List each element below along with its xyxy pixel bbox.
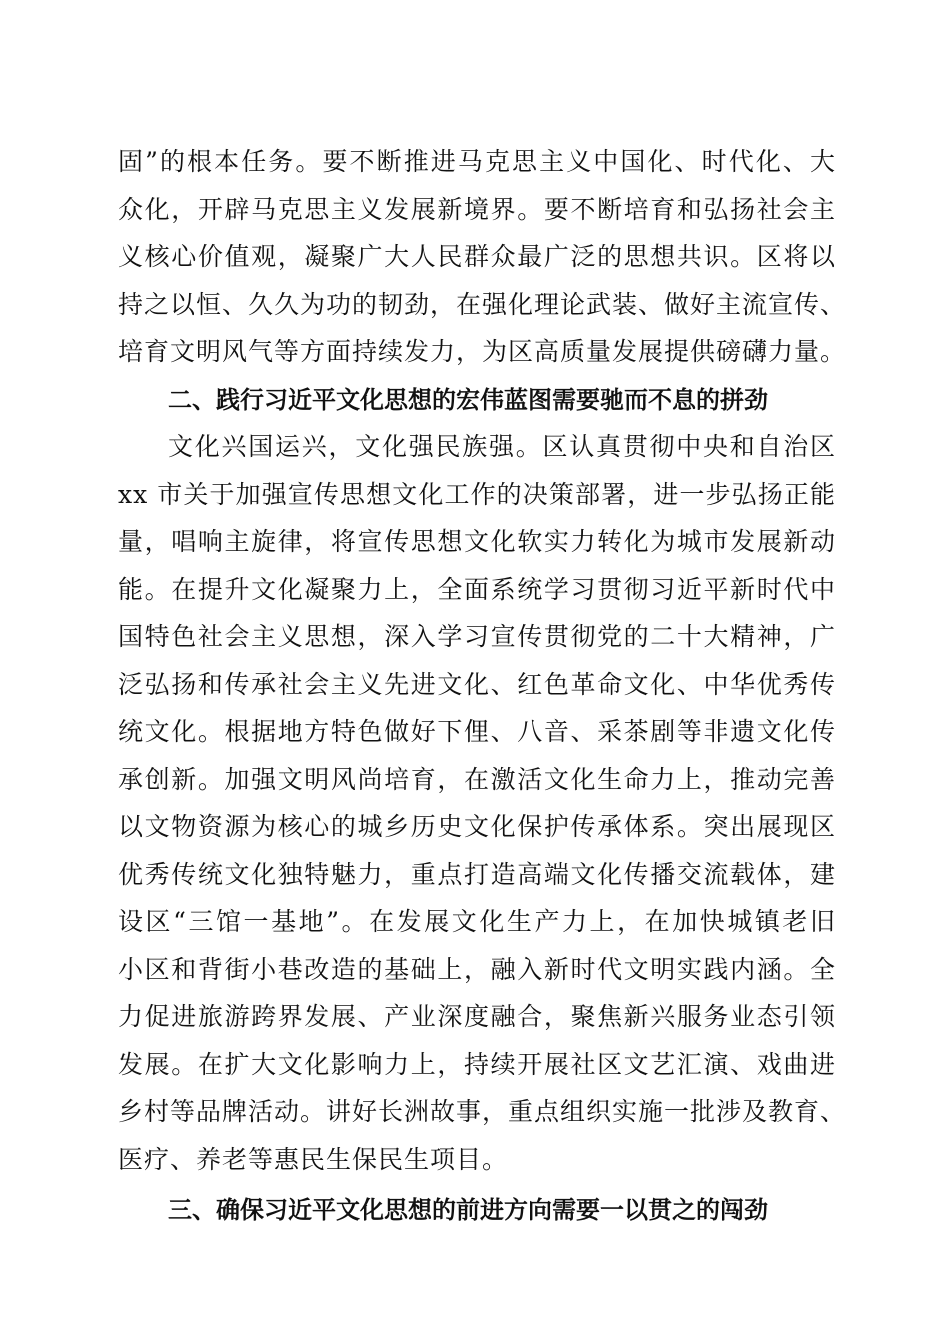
paragraph-line: 持之以恒、久久为功的韧劲，在强化理论武装、做好主流宣传、 (118, 290, 847, 319)
paragraph-line: 承创新。加强文明风尚培育，在激活文化生命力上，推动完善 (118, 765, 836, 794)
paragraph-line: 固”的根本任务。要不断推进马克思主义中国化、时代化、大 (118, 147, 836, 176)
paragraph-line: 培育文明风气等方面持续发力，为区高质量发展提供磅礴力量。 (118, 337, 847, 366)
paragraph-line: 文化兴国运兴，文化强民族强。区认真贯彻中央和自治区 (168, 432, 836, 461)
paragraph-line: 泛弘扬和传承社会主义先进文化、红色革命文化、中华优秀传 (118, 670, 836, 699)
section-heading-3: 三、确保习近平文化思想的前进方向需要一以贯之的闯劲 (168, 1196, 768, 1224)
paragraph-line: 优秀传统文化独特魅力，重点打造高端文化传播交流载体，建 (118, 860, 836, 889)
paragraph-line: 能。在提升文化凝聚力上，全面系统学习贯彻习近平新时代中 (118, 575, 836, 604)
paragraph-line: 小区和背街小巷改造的基础上，融入新时代文明实践内涵。全 (118, 955, 836, 984)
paragraph-line: 乡村等品牌活动。讲好长洲故事，重点组织实施一批涉及教育、 (118, 1097, 847, 1126)
paragraph-line: 义核心价值观，凝聚广大人民群众最广泛的思想共识。区将以 (118, 242, 836, 271)
paragraph-line: 以文物资源为核心的城乡历史文化保护传承体系。突出展现区 (118, 812, 836, 841)
paragraph-line: 发展。在扩大文化影响力上，持续开展社区文艺汇演、戏曲进 (118, 1050, 836, 1079)
paragraph-line: 众化，开辟马克思主义发展新境界。要不断培育和弘扬社会主 (118, 195, 836, 224)
paragraph-line: 国特色社会主义思想，深入学习宣传贯彻党的二十大精神，广 (118, 622, 836, 651)
section-heading-2: 二、践行习近平文化思想的宏伟蓝图需要驰而不息的拼劲 (168, 386, 768, 414)
paragraph-line: 统文化。根据地方特色做好下俚、八音、采茶剧等非遗文化传 (118, 717, 836, 746)
paragraph-line: 量，唱响主旋律，将宣传思想文化软实力转化为城市发展新动 (118, 527, 836, 556)
paragraph-line: xx 市关于加强宣传思想文化工作的决策部署，进一步弘扬正能 (118, 480, 836, 509)
paragraph-line: 医疗、养老等惠民生保民生项目。 (118, 1145, 509, 1174)
paragraph-line: 设区“三馆一基地”。在发展文化生产力上，在加快城镇老旧 (118, 907, 836, 936)
paragraph-line: 力促进旅游跨界发展、产业深度融合，聚焦新兴服务业态引领 (118, 1002, 836, 1031)
